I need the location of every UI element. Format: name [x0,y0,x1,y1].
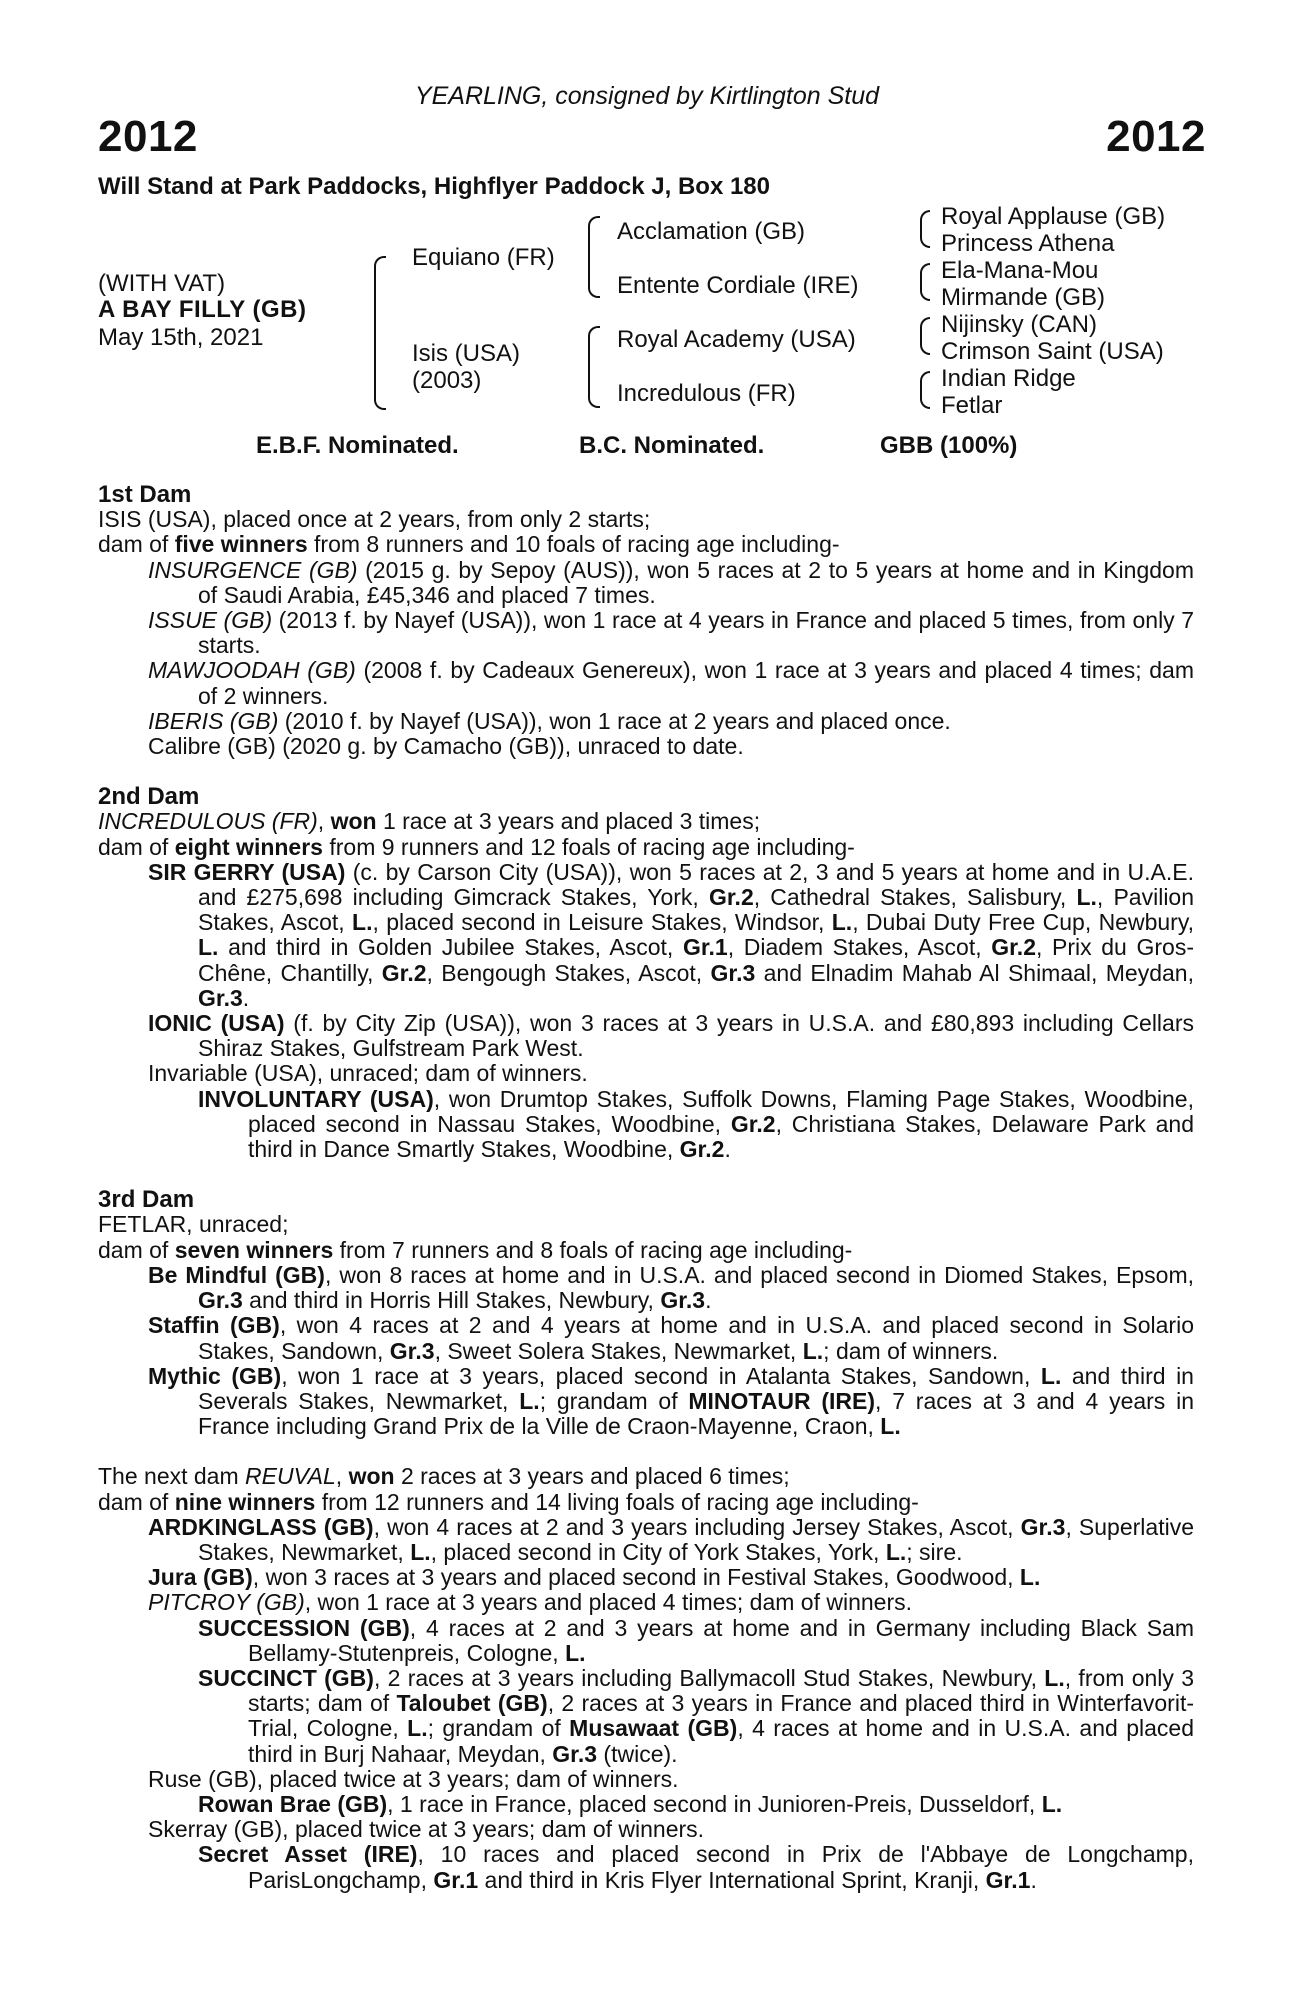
text-run: Gr.1 [682,934,728,961]
text-run: ; dam of winners. [823,1337,999,1364]
text-run: , Dubai Duty Free Cup, Newbury, [852,909,1195,936]
text-run: Gr.3 [389,1337,435,1364]
produce-entry: Skerray (GB), placed twice at 3 years; dam of winners. [148,1816,705,1843]
text-run: L. [885,1538,907,1565]
text-run: Gr.3 [710,959,756,986]
produce-entry [98,1011,1194,1061]
pedigree-gen3: Princess Athena [941,230,1115,257]
text-run: , Christiana Stakes, Delaware Park and third in Dance Smartly Stakes, Woodbine, [248,1110,1194,1163]
dam-summary: FETLAR, unraced; [98,1211,289,1238]
text-run: and Elnadim Mahab Al Shimaal, Meydan, [755,959,1194,986]
text-run: Gr.2 [730,1110,776,1137]
text-run: 2 races at 3 years and placed 6 times; [394,1463,790,1490]
text-run: 1 race at 3 years and placed 3 times; [376,808,761,835]
dam-produce-summary [98,1238,1194,1263]
text-run: and third in Severals Stakes, Newmarket, [198,1362,1194,1414]
text-run: Gr.2 [991,934,1036,961]
pedigree-dam: Isis (USA) [412,340,520,367]
text-run: Gr.3 [552,1740,598,1767]
text-run: INSURGENCE (GB) [148,556,358,583]
dam-summary [98,809,1194,834]
dam-produce-summary [98,1490,1194,1515]
pedigree-gen3: Fetlar [941,392,1003,419]
text-run: , won Drumtop Stakes, Suffolk Downs, Flaming Page Stakes, Woodbine, placed second in Nassau Stakes, Woodbine, [248,1085,1194,1137]
text-run: , Superlative Stakes, Newmarket, [198,1513,1194,1565]
produce-entry [98,608,1194,658]
produce-entry: Invariable (USA), unraced; dam of winners. [148,1060,588,1087]
text-run: , Pavilion Stakes, Ascot, [198,884,1195,936]
pedigree-gen3: Ela-Mana-Mou [941,257,1099,284]
text-run: Rowan Brae (GB) [198,1790,388,1817]
text-run: , 2 races at 3 years including Ballymacoll Stud Stakes, Newbury, [373,1664,1045,1691]
section-heading: 2nd Dam [98,783,200,811]
text-run: (2013 f. by Nayef (USA)), won 1 race at 4 years in France and placed 5 times, from only 7 starts. [198,607,1194,659]
text-run: ARDKINGLASS (GB) [148,1513,374,1540]
pedigree-brace-g3-3 [920,317,930,355]
text-run: . [705,1287,712,1314]
text-run: , 1 race in France, placed second in Junioren-Preis, Dusseldorf, [387,1790,1042,1817]
text-run: REUVAL [245,1463,336,1490]
text-run: (2010 f. by Nayef (USA)), won 1 race at 2 years and placed once. [278,707,951,734]
produce-entry [98,1515,1194,1565]
text-run: , Prix du Gros-Chêne, Chantilly, [198,934,1194,986]
produce-entry [98,558,1194,608]
text-run: . [242,984,250,1011]
bc-nomination: B.C. Nominated. [579,432,765,459]
text-run: L. [1041,1790,1063,1817]
text-run: Gr.1 [433,1866,479,1893]
text-run: , 4 races at 2 and 3 years at home and in Germany including Black Sam Bellamy-Stutenpreis, Cologne, [248,1614,1194,1666]
produce-entry [98,1616,1194,1666]
text-run: , Sweet Solera Stakes, Newmarket, [434,1337,803,1364]
text-run: . [1030,1866,1037,1893]
text-run: won [348,1463,395,1490]
horse-dob: May 15th, 2021 [98,324,264,351]
pedigree-brace-g3-4 [920,371,930,409]
dam-summary [98,1464,1194,1489]
text-run: (c. by Carson City (USA)), won 5 races at 2, 3 and 5 years at home and in U.A.E. and £275,698 including Gimcrack Stakes, York, [198,858,1194,911]
text-run: (2008 f. by Cadeaux Genereux), won 1 race at 3 years and placed 4 times; dam of 2 winners. [198,657,1194,709]
text-run: eight winners [174,833,323,860]
text-run: , won 3 races at 3 years and placed second in Festival Stakes, Goodwood, [252,1564,1020,1591]
text-run: Gr.2 [679,1136,725,1163]
produce-entry [98,1590,1194,1615]
text-run: Gr.3 [1020,1513,1066,1540]
text-run: Taloubet (GB) [396,1690,548,1717]
text-run: (twice). [597,1740,678,1767]
text-run: L. [352,909,373,936]
text-run: Secret Asset (IRE) [198,1841,418,1868]
text-run: , [317,808,331,835]
text-run: , Cathedral Stakes, Salisbury, [753,884,1077,911]
text-run: IONIC (USA) [148,1010,285,1037]
text-run: L. [407,1715,428,1742]
text-run: , won 4 races at 2 and 4 years at home and in U.S.A. and placed second in Solario Stakes, Sandown, [198,1312,1194,1364]
text-run: Gr.3 [660,1287,706,1314]
text-run: . [724,1136,731,1163]
text-run: from 8 runners and 10 foals of racing age including- [307,531,840,558]
text-run: ; grandam of [539,1387,689,1414]
text-run: , won 4 races at 2 and 3 years including Jersey Stakes, Ascot, [373,1513,1021,1540]
text-run: Gr.2 [708,884,754,911]
pedigree-gen3: Royal Applause (GB) [941,203,1166,230]
consignment-subtitle: YEARLING, consigned by Kirtlington Stud [414,82,880,110]
text-run: L. [880,1413,901,1440]
text-run: L. [1040,1362,1062,1389]
pedigree-gen2: Entente Cordiale (IRE) [617,272,859,299]
pedigree-gen2: Incredulous (FR) [617,380,796,407]
text-run: , 2 races at 3 years in France and placed third in Winterfavorit-Trial, Cologne, [248,1690,1194,1742]
pedigree-gen3: Mirmande (GB) [941,284,1106,311]
pedigree-brace-g3-2 [920,263,930,301]
text-run: L. [831,909,853,936]
produce-entry [98,1087,1194,1163]
text-run: five winners [174,531,308,558]
dam-produce-summary [98,532,1194,557]
text-run: MINOTAUR (IRE) [688,1387,876,1414]
text-run: , 10 races and placed second in Prix de l'Abbaye de Longchamp, ParisLongchamp, [248,1841,1194,1893]
pedigree-sire: Equiano (FR) [412,244,555,271]
produce-entry [98,860,1194,1011]
text-run: SUCCINCT (GB) [198,1664,374,1691]
text-run: PITCROY (GB) [148,1589,305,1616]
produce-entry: Calibre (GB) (2020 g. by Camacho (GB)), unraced to date. [148,733,744,760]
text-run: L. [1076,884,1097,911]
text-run: Be Mindful (GB) [148,1261,325,1288]
section-heading: 1st Dam [98,481,192,508]
text-run: Gr.3 [198,984,243,1011]
produce-entry [98,658,1194,708]
text-run: from 9 runners and 12 foals of racing age including- [322,833,855,860]
text-run: , won 8 races at home and in U.S.A. and placed second in Diomed Stakes, Epsom, [324,1261,1194,1288]
stand-location: Will Stand at Park Paddocks, Highflyer Paddock J, Box 180 [98,173,770,200]
produce-entry [98,1364,1194,1440]
text-run: INVOLUNTARY (USA) [198,1085,434,1112]
text-run: , [335,1463,349,1490]
produce-entry [98,1842,1194,1892]
text-run: L. [1044,1664,1065,1691]
produce-entry [98,1313,1194,1363]
text-run: , Bengough Stakes, Ascot, [426,959,711,986]
ebf-nomination: E.B.F. Nominated. [256,432,459,459]
text-run: The next dam [98,1463,246,1490]
text-run: Jura (GB) [148,1564,253,1591]
lot-number-left: 2012 [98,112,198,161]
text-run: Mythic (GB) [148,1362,282,1389]
text-run: seven winners [174,1236,334,1263]
pedigree-gen2: Acclamation (GB) [617,218,806,245]
text-run: and third in Golden Jubilee Stakes, Ascot, [218,934,683,961]
pedigree-brace-sire [588,216,600,298]
pedigree-notes [98,482,1194,1893]
text-run: L. [198,934,219,961]
text-run: Gr.1 [985,1866,1031,1893]
dam-produce-summary [98,835,1194,860]
text-run: dam of [98,1236,175,1263]
text-run: won [330,808,377,835]
section-heading: 3rd Dam [98,1186,195,1214]
text-run: MAWJOODAH (GB) [148,657,356,684]
text-run: dam of [98,1488,175,1515]
text-run: , Diadem Stakes, Ascot, [727,934,992,961]
text-run: SIR GERRY (USA) [148,858,346,885]
text-run: , 4 races at home and in U.S.A. and placed third in Burj Nahaar, Meydan, [248,1715,1194,1767]
vat-note: (WITH VAT) [98,270,226,297]
text-run: INCREDULOUS (FR) [98,808,318,835]
pedigree-brace-main [374,256,386,410]
text-run: Staffin (GB) [148,1312,280,1339]
text-run: ; grandam of [427,1715,570,1742]
pedigree-gen3: Indian Ridge [941,365,1076,392]
pedigree-gen3: Nijinsky (CAN) [941,311,1097,338]
text-run: , 7 races at 3 and 4 years in France including Grand Prix de la Ville de Craon-Mayenne, Craon, [198,1387,1194,1440]
text-run: and third in Horris Hill Stakes, Newbury, [242,1287,661,1314]
text-run: L. [565,1639,586,1666]
text-run: ; sire. [906,1538,963,1565]
text-run: nine winners [174,1488,316,1515]
text-run: , won 1 race at 3 years and placed 4 times; dam of winners. [304,1589,913,1616]
produce-entry [98,709,1194,734]
produce-entry [98,1792,1194,1817]
text-run: (f. by City Zip (USA)), won 3 races at 3 years in U.S.A. and £80,893 including Cellars Shiraz Stakes, Gulfstream Park West. [198,1010,1194,1062]
text-run: dam of [98,531,175,558]
text-run: , won 1 race at 3 years, placed second in Atalanta Stakes, Sandown, [281,1362,1041,1389]
text-run: SUCCESSION (GB) [198,1614,410,1641]
text-run: dam of [98,833,175,860]
text-run: L. [410,1538,431,1565]
text-run: Gr.2 [381,959,427,986]
pedigree-dam-year: (2003) [412,367,482,394]
text-run: Gr.3 [198,1287,243,1314]
text-run: and third in Kris Flyer International Sprint, Kranji, [478,1866,986,1893]
gbb-status: GBB (100%) [880,432,1018,459]
produce-entry: Ruse (GB), placed twice at 3 years; dam of winners. [148,1765,679,1792]
produce-entry [98,1666,1194,1767]
dam-summary: ISIS (USA), placed once at 2 years, from only 2 starts; [98,506,651,533]
lot-number-right: 2012 [1106,112,1206,161]
text-run: IBERIS (GB) [148,707,279,734]
text-run: Musawaat (GB) [569,1715,738,1742]
text-run: L. [802,1337,824,1364]
text-run: from 7 runners and 8 foals of racing age including- [333,1236,853,1263]
pedigree-gen3: Crimson Saint (USA) [941,338,1164,365]
text-run: , placed second in Leisure Stakes, Windsor, [372,909,832,936]
produce-entry [98,1565,1194,1590]
pedigree-gen2: Royal Academy (USA) [617,326,856,353]
text-run: from 12 runners and 14 living foals of racing age including- [315,1488,919,1515]
pedigree-brace-dam [588,326,600,408]
text-run: (2015 g. by Sepoy (AUS)), won 5 races at 2 to 5 years at home and in Kingdom of Saudi Arabia, £45,346 and placed 7 times. [198,556,1194,608]
pedigree-brace-g3-1 [920,210,930,248]
produce-entry [98,1263,1194,1313]
text-run: , placed second in City of York Stakes, York, [430,1538,886,1565]
horse-name: A BAY FILLY (GB) [98,296,307,323]
text-run: L. [519,1387,540,1414]
text-run: ISSUE (GB) [148,607,273,634]
text-run: , from only 3 starts; dam of [248,1664,1194,1717]
text-run: L. [1019,1564,1041,1591]
